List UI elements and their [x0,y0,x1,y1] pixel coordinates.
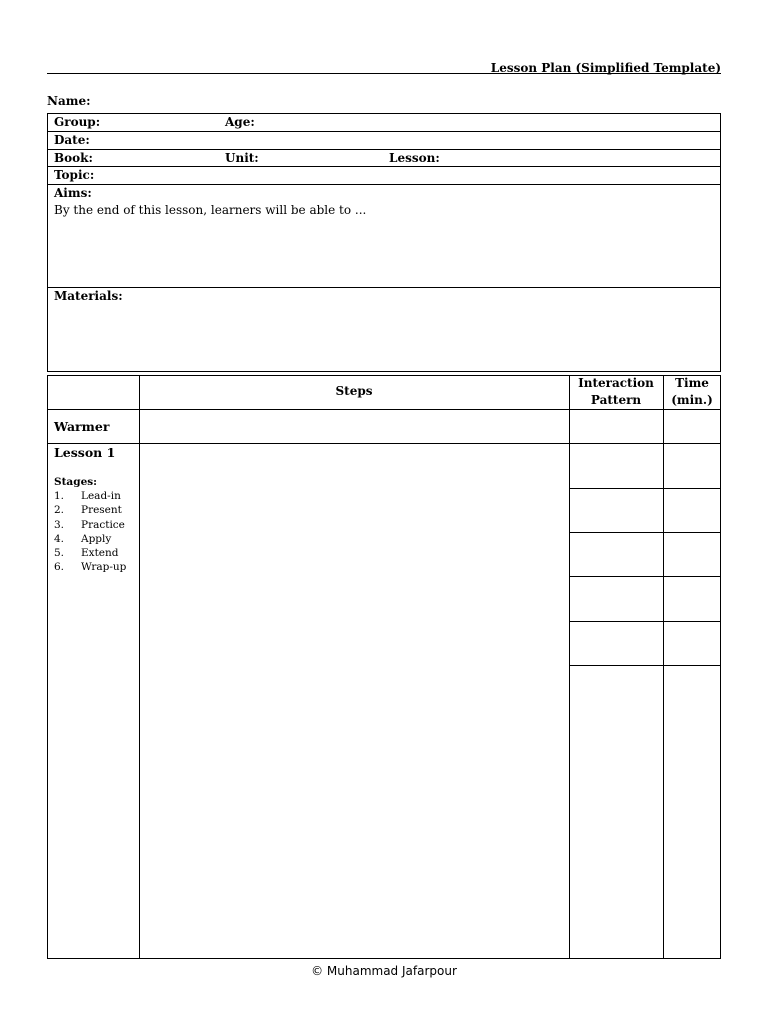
table-row-divider [569,488,721,489]
interaction-column-header [569,375,663,409]
table-row-divider [569,665,721,666]
unit-label: Unit: [225,151,259,165]
time-header-line: Time [675,376,709,390]
time-header-line: (min.) [671,393,713,407]
book-label: Book: [54,151,93,165]
stages-title: Stages: [54,476,98,488]
lesson-label: Lesson: [389,151,440,165]
info-form [47,113,721,372]
stage-item: 4. Apply [54,532,112,545]
table-row-divider [569,576,721,577]
stage-item: 1. Lead-in [54,490,121,502]
form-divider [47,131,721,132]
document-title: Lesson Plan (Simplified Template) [490,61,721,75]
steps-header-text: Steps [335,384,373,398]
stage-item: 5. Extend [54,547,119,560]
interaction-header-line: Pattern [590,393,642,407]
table-row-divider [47,409,721,410]
group-label: Group: [54,115,101,129]
table-row-divider [47,443,721,444]
stage-item: 6. Wrap-up [54,561,127,574]
header-divider [47,73,721,74]
topic-label: Topic: [54,168,95,182]
form-divider [47,149,721,150]
table-row-divider [569,532,721,533]
copyright-footer: © Muhammad Jafarpour [311,964,457,978]
form-divider [47,166,721,167]
stage-item: 2. Present [54,504,122,517]
interaction-header-line: Interaction [578,376,654,390]
steps-column-header [139,383,569,400]
stages-list [54,489,126,575]
form-divider [47,184,721,185]
table-column-divider [663,375,664,959]
lesson-1-label: Lesson 1 [54,445,116,460]
table-column-divider [569,375,570,959]
warmer-label: Warmer [54,419,110,434]
materials-label: Materials: [54,289,123,303]
aims-label: Aims: [54,186,92,200]
time-column-header [663,375,721,409]
stage-item: 3. Practice [54,518,125,531]
table-column-divider [139,375,140,959]
date-label: Date: [54,133,90,147]
form-divider [47,287,721,288]
name-label: Name: [47,94,91,108]
table-row-divider [569,621,721,622]
aims-text: By the end of this lesson, learners will be able to ... [54,203,367,217]
age-label: Age: [225,115,255,129]
steps-table [47,375,721,959]
